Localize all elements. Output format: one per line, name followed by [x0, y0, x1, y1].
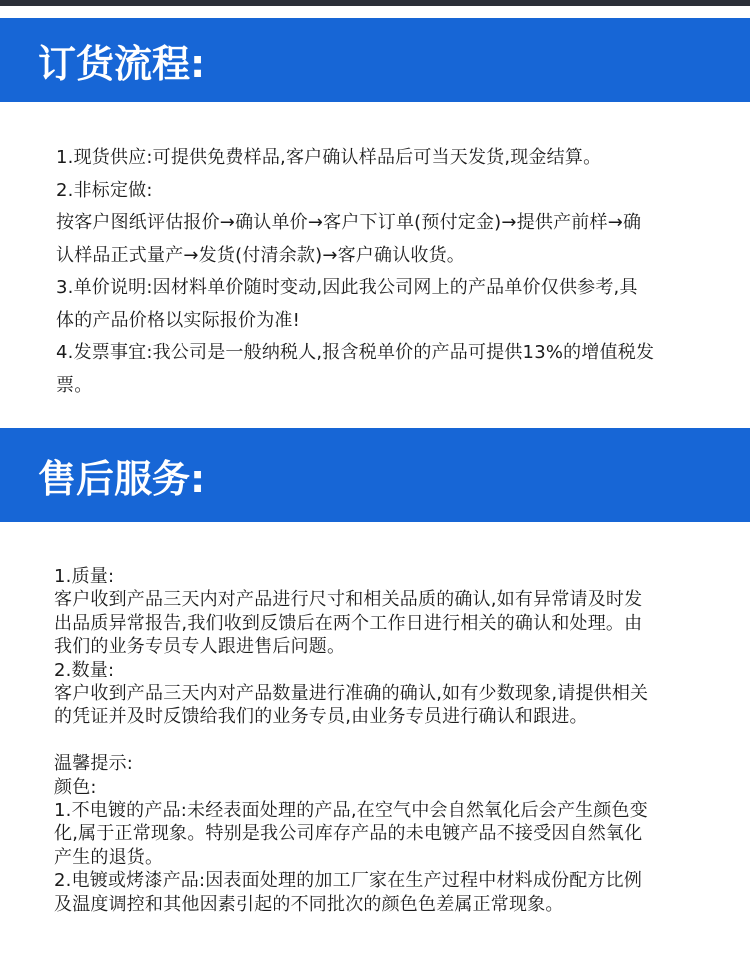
tips-line: 颜色: — [54, 776, 97, 798]
order-line: 票。 — [56, 374, 93, 396]
tips-line: 温馨提示: — [54, 753, 134, 775]
order-line: 认样品正式量产→发货(付清余款)→客户确认收货。 — [56, 244, 466, 266]
after-sales-banner — [0, 428, 750, 522]
order-line: 体的产品价格以实际报价为准! — [56, 309, 301, 331]
order-line: 3.单价说明:因材料单价随时变动,因此我公司网上的产品单价仅供参考,具 — [56, 277, 638, 298]
after-sales-line: 客户收到产品三天内对产品数量进行准确的确认,如有少数现象,请提供相关 — [54, 683, 649, 705]
after-sales-text — [54, 565, 719, 916]
tips-line: 及温度调控和其他因素引起的不同批次的颜色色差属正常现象。 — [54, 893, 564, 915]
paragraph-gap — [54, 729, 719, 752]
order-line: 4.发票事宜:我公司是一般纳税人,报含税单价的产品可提供13%的增值税发 — [56, 342, 655, 363]
after-sales-line: 1.质量: — [54, 566, 115, 587]
after-sales-line: 出品质异常报告,我们收到反馈后在两个工作日进行相关的确认和处理。由 — [54, 612, 643, 634]
after-sales-title: 售后服务: — [38, 456, 206, 501]
order-process-title: 订货流程: — [38, 41, 206, 86]
order-process-text — [56, 142, 716, 402]
tips-line: 1.不电镀的产品:未经表面处理的产品,在空气中会自然氧化后会产生颜色变 — [54, 800, 648, 822]
after-sales-line: 2.数量: — [54, 659, 115, 681]
tips-line: 化,属于正常现象。特别是我公司库存产品的未电镀产品不接受因自然氧化 — [54, 823, 643, 845]
after-sales-line: 我们的业务专员专人跟进售后问题。 — [54, 636, 346, 658]
after-sales-line: 客户收到产品三天内对产品进行尺寸和相关品质的确认,如有异常请及时发 — [54, 589, 643, 611]
order-process-banner — [0, 18, 750, 102]
tips-line: 2.电镀或烤漆产品:因表面处理的加工厂家在生产过程中材料成份配方比例 — [54, 870, 643, 892]
top-border-strip — [0, 0, 750, 6]
order-line: 按客户图纸评估报价→确认单价→客户下订单(预付定金)→提供产前样→确 — [56, 212, 642, 233]
order-line: 2.非标定做: — [56, 179, 153, 201]
after-sales-line: 的凭证并及时反馈给我们的业务专员,由业务专员进行确认和跟进。 — [54, 706, 588, 728]
tips-line: 产生的退货。 — [54, 846, 164, 868]
order-line: 1.现货供应:可提供免费样品,客户确认样品后可当天发货,现金结算。 — [56, 147, 602, 168]
